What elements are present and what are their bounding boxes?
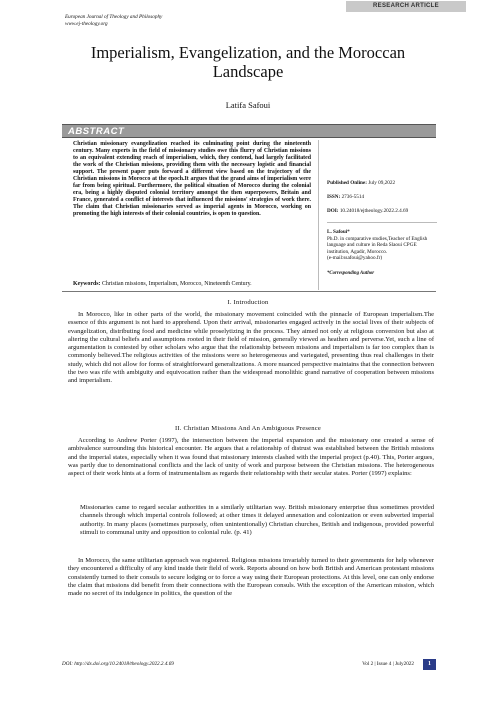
abstract-text: Christian missionary evangelization reached its culminating point during the nineteenth century. Many experts in the field of missionary studies owe this flurry of Christian missions to an equivalent extending reach of imperialism, which, they contend, had largely facilitated the work of the Christian missions, providing them with the necessary logistic and financial support. The present paper puts forward a different view based on the trajectory of the Christian missions in Morocco at the epoch.It argues that the grand aims of imperialism were far from being spiritual. Furthermore, the political situation of Morocco during the colonial era, being a highly disputed colonial territory amongst the then superpowers, Britain and France, generated a conflict of interests that influenced the missions' strategies of work there. The claim that Christian missionaries served as imperial agents in Morocco, working on promoting the high interests of their colonial countries, is open to question. [73, 141, 311, 218]
keywords-label: Keywords: [73, 281, 101, 287]
doi-row [327, 208, 437, 215]
keywords [73, 281, 252, 287]
published-value: July 09,2022 [368, 180, 396, 186]
keywords-list: Christian missions, Imperialism, Morocco, Nineteenth Century. [101, 281, 252, 287]
section2-paragraph-2: In Morocco, the same utilitarian approach was registered. Religious missions invariably turned to their governments for help whenever they encountered a difficulty of any kind inside their field of work. Reports abound on how both British and American protestant missions consistently turned to their consuls to secure lodging or to force a way using their European protections. At this level, one can only endorse the claim that missions did benefit from their connections with the European consuls. With the exception of the American mission, which made no secret of its indulgence in politics, the question of the [68, 557, 434, 598]
issn-label: ISSN: [327, 194, 341, 200]
page-number: 1 [423, 659, 436, 670]
author-name: Latifa Safoui [225, 100, 271, 110]
meta-separator [327, 222, 437, 223]
journal-name: European Journal of Theology and Philosophy [65, 14, 163, 20]
section2-paragraph-1: According to Andrew Porter (1997), the intersection between the imperial expansion and the missionary one created a sense of ambivalence surrounding this historical encounter. He argues that a relationship of distrust was established between the British missions and the imperial states, especially when it was found that missionary interests clashed with the imperial project (p.40). This, Porter argues, was partly due to denominational conflicts and the lack of unity of work and purpose between the Christian missions. The heterogeneous aspect of their work hints at a form of instrumentalism as regards their relationship with their secular states. Porter (1997) explains: [68, 437, 434, 478]
corresponding-author-note: *Corresponding Author [327, 270, 375, 276]
introduction-paragraph: In Morocco, like in other parts of the world, the missionary movement coincided with the pinnacle of European imperialism.The essence of this argument is not hard to apprehend. Upon their arrival, missionaries engaged actively in the social lives of their subjects of evangelization, distributing food and medicine while proselytizing in the process. They aimed not only at religious conversion but also at altering the cultural beliefs and assumptions rooted in their field of mission, generally viewed as heathen and perverse.Yet, such a line of argumentation is contested by other scholars who argue that the relationship between missions and imperialism is far too complex than is commonly believed.The religious activities of the missions were so heterogeneous and variegated, presenting thus real challenges in their study, which did not allow for forms of straightforward generalizations. A more nuanced perspective maintains that the connection between the two was rife with ambiguity and equivocation rather than the widespread monolithic grand narrative of cooperation between missions and imperialism. [68, 311, 434, 385]
title-line-2: Landscape [212, 62, 284, 81]
published-row [327, 180, 437, 187]
block-quote: Missionaries came to regard secular authorities in a similarly utilitarian way. British missionary enterprise thus sometimes provided channels through which imperial controls followed; at other times it delayed annexation and colonization or even subverted imperial authority. In many places (sometimes purposely, often unintentionally) Christian churches, British and indigenous, provided powerful stimuli to communal unity and opposition to colonial rule. (p. 41) [80, 504, 434, 536]
author-email[interactable]: (e-mail:ssafoui@yahoo.fr) [327, 255, 383, 262]
section-heading-christian-missions: II. Christian Missions And An Ambiguous Presence [174, 425, 322, 432]
issn-row [327, 194, 437, 201]
section-heading-introduction: I. Introduction [227, 299, 269, 306]
column-divider [318, 140, 319, 290]
author-info [327, 229, 437, 262]
issn-value: 2736-5514 [341, 194, 365, 200]
doi-label: DOI: [327, 208, 339, 214]
journal-header [65, 14, 162, 28]
article-metadata [327, 180, 437, 277]
article-title [60, 43, 436, 81]
published-label: Published Online: [327, 180, 367, 186]
footer-doi[interactable]: DOI: http://dx.doi.org/10.24018/theology.2022.2.4.69 [62, 661, 174, 667]
title-line-1: Imperialism, Evangelization, and the Moroccan [90, 43, 406, 62]
footer-volume: Vol 2 | Issue 4 | July2022 [362, 661, 414, 667]
article-type-badge: RESEARCH ARTICLE [346, 1, 466, 12]
meta-author-name: L. Safoui* [327, 229, 350, 235]
abstract-heading: ABSTRACT [68, 126, 125, 137]
top-bar [0, 0, 496, 12]
author-affiliation: Ph.D. in comparative studies,Teacher of English language and culture in Reda Slaoui CPGE institution, Agadir, Morocco. [327, 235, 428, 255]
keywords-rule [62, 291, 436, 292]
doi-value[interactable]: 10.24018/ejtheology.2022.2.4.69 [339, 208, 409, 214]
page-footer [62, 660, 436, 670]
abstract-heading-bar [62, 124, 436, 138]
journal-url[interactable]: www.ej-theology.org [65, 21, 108, 27]
